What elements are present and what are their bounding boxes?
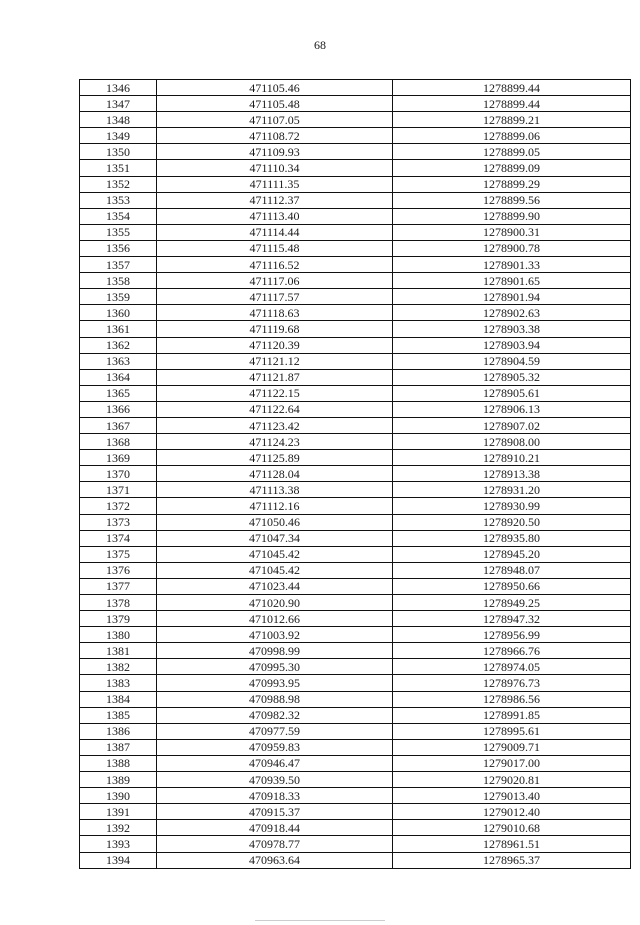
table-row — [80, 112, 631, 128]
point-number-cell: 1355 — [80, 224, 157, 240]
y-coordinate-cell: 1278908.00 — [393, 434, 631, 450]
table-row — [80, 401, 631, 417]
point-number-cell: 1349 — [80, 128, 157, 144]
y-coordinate-cell: 1278948.07 — [393, 562, 631, 578]
x-coordinate-cell: 470982.32 — [157, 707, 393, 723]
y-coordinate-cell: 1278965.37 — [393, 852, 631, 868]
point-number-cell: 1375 — [80, 546, 157, 562]
table-row — [80, 820, 631, 836]
point-number-cell: 1347 — [80, 96, 157, 112]
y-coordinate-cell: 1278961.51 — [393, 836, 631, 852]
table-row — [80, 80, 631, 96]
point-number-cell: 1376 — [80, 562, 157, 578]
table-row — [80, 289, 631, 305]
x-coordinate-cell: 471123.42 — [157, 417, 393, 433]
y-coordinate-cell: 1278901.33 — [393, 257, 631, 273]
point-number-cell: 1351 — [80, 160, 157, 176]
point-number-cell: 1356 — [80, 240, 157, 256]
y-coordinate-cell: 1278899.21 — [393, 112, 631, 128]
table-row — [80, 450, 631, 466]
table-row — [80, 804, 631, 820]
x-coordinate-cell: 471121.12 — [157, 353, 393, 369]
x-coordinate-cell: 470918.33 — [157, 788, 393, 804]
table-row — [80, 482, 631, 498]
point-number-cell: 1360 — [80, 305, 157, 321]
table-row — [80, 337, 631, 353]
point-number-cell: 1381 — [80, 643, 157, 659]
point-number-cell: 1348 — [80, 112, 157, 128]
table-row — [80, 385, 631, 401]
y-coordinate-cell: 1278900.78 — [393, 240, 631, 256]
y-coordinate-cell: 1278986.56 — [393, 691, 631, 707]
point-number-cell: 1368 — [80, 434, 157, 450]
point-number-cell: 1387 — [80, 739, 157, 755]
table-row — [80, 305, 631, 321]
table-row — [80, 128, 631, 144]
x-coordinate-cell: 470993.95 — [157, 675, 393, 691]
point-number-cell: 1363 — [80, 353, 157, 369]
x-coordinate-cell: 471121.87 — [157, 369, 393, 385]
point-number-cell: 1382 — [80, 659, 157, 675]
x-coordinate-cell: 471003.92 — [157, 627, 393, 643]
y-coordinate-cell: 1278903.38 — [393, 321, 631, 337]
point-number-cell: 1354 — [80, 208, 157, 224]
point-number-cell: 1380 — [80, 627, 157, 643]
table-row — [80, 353, 631, 369]
table-row — [80, 369, 631, 385]
y-coordinate-cell: 1278899.56 — [393, 192, 631, 208]
x-coordinate-cell: 471113.38 — [157, 482, 393, 498]
point-number-cell: 1361 — [80, 321, 157, 337]
x-coordinate-cell: 470918.44 — [157, 820, 393, 836]
x-coordinate-cell: 470959.83 — [157, 739, 393, 755]
point-number-cell: 1362 — [80, 337, 157, 353]
y-coordinate-cell: 1278947.32 — [393, 611, 631, 627]
y-coordinate-cell: 1279017.00 — [393, 755, 631, 771]
y-coordinate-cell: 1278906.13 — [393, 401, 631, 417]
y-coordinate-cell: 1279013.40 — [393, 788, 631, 804]
x-coordinate-cell: 471120.39 — [157, 337, 393, 353]
table-row — [80, 691, 631, 707]
x-coordinate-cell: 471045.42 — [157, 562, 393, 578]
y-coordinate-cell: 1278991.85 — [393, 707, 631, 723]
x-coordinate-cell: 470988.98 — [157, 691, 393, 707]
x-coordinate-cell: 471117.57 — [157, 289, 393, 305]
x-coordinate-cell: 471023.44 — [157, 578, 393, 594]
y-coordinate-cell: 1278931.20 — [393, 482, 631, 498]
x-coordinate-cell: 471118.63 — [157, 305, 393, 321]
x-coordinate-cell: 471012.66 — [157, 611, 393, 627]
x-coordinate-cell: 471114.44 — [157, 224, 393, 240]
point-number-cell: 1378 — [80, 595, 157, 611]
table-row — [80, 160, 631, 176]
x-coordinate-cell: 471105.48 — [157, 96, 393, 112]
y-coordinate-cell: 1278899.05 — [393, 144, 631, 160]
x-coordinate-cell: 471112.37 — [157, 192, 393, 208]
x-coordinate-cell: 471125.89 — [157, 450, 393, 466]
point-number-cell: 1385 — [80, 707, 157, 723]
x-coordinate-cell: 471020.90 — [157, 595, 393, 611]
y-coordinate-cell: 1278930.99 — [393, 498, 631, 514]
y-coordinate-cell: 1278976.73 — [393, 675, 631, 691]
x-coordinate-cell: 471115.48 — [157, 240, 393, 256]
x-coordinate-cell: 470963.64 — [157, 852, 393, 868]
point-number-cell: 1389 — [80, 772, 157, 788]
x-coordinate-cell: 471128.04 — [157, 466, 393, 482]
y-coordinate-cell: 1278899.44 — [393, 80, 631, 96]
y-coordinate-cell: 1278902.63 — [393, 305, 631, 321]
point-number-cell: 1388 — [80, 755, 157, 771]
x-coordinate-cell: 471124.23 — [157, 434, 393, 450]
point-number-cell: 1346 — [80, 80, 157, 96]
table-row — [80, 144, 631, 160]
x-coordinate-cell: 471045.42 — [157, 546, 393, 562]
y-coordinate-cell: 1278950.66 — [393, 578, 631, 594]
table-row — [80, 772, 631, 788]
point-number-cell: 1372 — [80, 498, 157, 514]
x-coordinate-cell: 470998.99 — [157, 643, 393, 659]
y-coordinate-cell: 1278899.09 — [393, 160, 631, 176]
y-coordinate-cell: 1278974.05 — [393, 659, 631, 675]
x-coordinate-cell: 471110.34 — [157, 160, 393, 176]
table-row — [80, 192, 631, 208]
table-row — [80, 257, 631, 273]
x-coordinate-cell: 471109.93 — [157, 144, 393, 160]
table-row — [80, 852, 631, 868]
y-coordinate-cell: 1278910.21 — [393, 450, 631, 466]
point-number-cell: 1358 — [80, 273, 157, 289]
x-coordinate-cell: 471117.06 — [157, 273, 393, 289]
table-row — [80, 530, 631, 546]
point-number-cell: 1394 — [80, 852, 157, 868]
y-coordinate-cell: 1278905.32 — [393, 369, 631, 385]
table-row — [80, 788, 631, 804]
point-number-cell: 1365 — [80, 385, 157, 401]
table-row — [80, 755, 631, 771]
table-row — [80, 208, 631, 224]
y-coordinate-cell: 1278907.02 — [393, 417, 631, 433]
point-number-cell: 1353 — [80, 192, 157, 208]
x-coordinate-cell: 470915.37 — [157, 804, 393, 820]
table-row — [80, 836, 631, 852]
y-coordinate-cell: 1279010.68 — [393, 820, 631, 836]
y-coordinate-cell: 1278901.65 — [393, 273, 631, 289]
y-coordinate-cell: 1278920.50 — [393, 514, 631, 530]
y-coordinate-cell: 1278899.90 — [393, 208, 631, 224]
x-coordinate-cell: 471105.46 — [157, 80, 393, 96]
table-row — [80, 675, 631, 691]
y-coordinate-cell: 1278899.06 — [393, 128, 631, 144]
point-number-cell: 1384 — [80, 691, 157, 707]
table-row — [80, 627, 631, 643]
point-number-cell: 1383 — [80, 675, 157, 691]
coordinates-table-body — [80, 80, 631, 869]
y-coordinate-cell: 1278935.80 — [393, 530, 631, 546]
table-row — [80, 240, 631, 256]
table-row — [80, 578, 631, 594]
x-coordinate-cell: 471113.40 — [157, 208, 393, 224]
bottom-rule — [255, 920, 385, 921]
y-coordinate-cell: 1278956.99 — [393, 627, 631, 643]
table-row — [80, 273, 631, 289]
x-coordinate-cell: 471119.68 — [157, 321, 393, 337]
point-number-cell: 1370 — [80, 466, 157, 482]
table-row — [80, 643, 631, 659]
point-number-cell: 1367 — [80, 417, 157, 433]
x-coordinate-cell: 471050.46 — [157, 514, 393, 530]
point-number-cell: 1352 — [80, 176, 157, 192]
x-coordinate-cell: 471112.16 — [157, 498, 393, 514]
y-coordinate-cell: 1278903.94 — [393, 337, 631, 353]
y-coordinate-cell: 1278905.61 — [393, 385, 631, 401]
point-number-cell: 1377 — [80, 578, 157, 594]
x-coordinate-cell: 471111.35 — [157, 176, 393, 192]
point-number-cell: 1386 — [80, 723, 157, 739]
point-number-cell: 1373 — [80, 514, 157, 530]
table-row — [80, 224, 631, 240]
table-row — [80, 562, 631, 578]
point-number-cell: 1374 — [80, 530, 157, 546]
point-number-cell: 1369 — [80, 450, 157, 466]
y-coordinate-cell: 1278945.20 — [393, 546, 631, 562]
table-row — [80, 723, 631, 739]
y-coordinate-cell: 1278904.59 — [393, 353, 631, 369]
x-coordinate-cell: 471122.15 — [157, 385, 393, 401]
y-coordinate-cell: 1278899.44 — [393, 96, 631, 112]
page-number: 68 — [314, 38, 326, 52]
point-number-cell: 1357 — [80, 257, 157, 273]
table-row — [80, 498, 631, 514]
y-coordinate-cell: 1279012.40 — [393, 804, 631, 820]
coordinates-table — [79, 79, 631, 869]
table-row — [80, 176, 631, 192]
table-row — [80, 434, 631, 450]
table-row — [80, 514, 631, 530]
point-number-cell: 1393 — [80, 836, 157, 852]
y-coordinate-cell: 1278966.76 — [393, 643, 631, 659]
table-row — [80, 611, 631, 627]
y-coordinate-cell: 1278913.38 — [393, 466, 631, 482]
x-coordinate-cell: 471116.52 — [157, 257, 393, 273]
y-coordinate-cell: 1278949.25 — [393, 595, 631, 611]
point-number-cell: 1379 — [80, 611, 157, 627]
point-number-cell: 1366 — [80, 401, 157, 417]
point-number-cell: 1390 — [80, 788, 157, 804]
table-row — [80, 321, 631, 337]
x-coordinate-cell: 470978.77 — [157, 836, 393, 852]
x-coordinate-cell: 471047.34 — [157, 530, 393, 546]
y-coordinate-cell: 1278899.29 — [393, 176, 631, 192]
y-coordinate-cell: 1278901.94 — [393, 289, 631, 305]
table-row — [80, 739, 631, 755]
x-coordinate-cell: 470939.50 — [157, 772, 393, 788]
point-number-cell: 1350 — [80, 144, 157, 160]
table-row — [80, 707, 631, 723]
x-coordinate-cell: 470946.47 — [157, 755, 393, 771]
y-coordinate-cell: 1279009.71 — [393, 739, 631, 755]
y-coordinate-cell: 1278995.61 — [393, 723, 631, 739]
y-coordinate-cell: 1279020.81 — [393, 772, 631, 788]
point-number-cell: 1371 — [80, 482, 157, 498]
table-row — [80, 659, 631, 675]
x-coordinate-cell: 470977.59 — [157, 723, 393, 739]
table-row — [80, 595, 631, 611]
x-coordinate-cell: 471108.72 — [157, 128, 393, 144]
point-number-cell: 1392 — [80, 820, 157, 836]
x-coordinate-cell: 470995.30 — [157, 659, 393, 675]
table-row — [80, 466, 631, 482]
table-row — [80, 96, 631, 112]
table-row — [80, 417, 631, 433]
point-number-cell: 1359 — [80, 289, 157, 305]
x-coordinate-cell: 471107.05 — [157, 112, 393, 128]
point-number-cell: 1391 — [80, 804, 157, 820]
table-row — [80, 546, 631, 562]
point-number-cell: 1364 — [80, 369, 157, 385]
x-coordinate-cell: 471122.64 — [157, 401, 393, 417]
y-coordinate-cell: 1278900.31 — [393, 224, 631, 240]
